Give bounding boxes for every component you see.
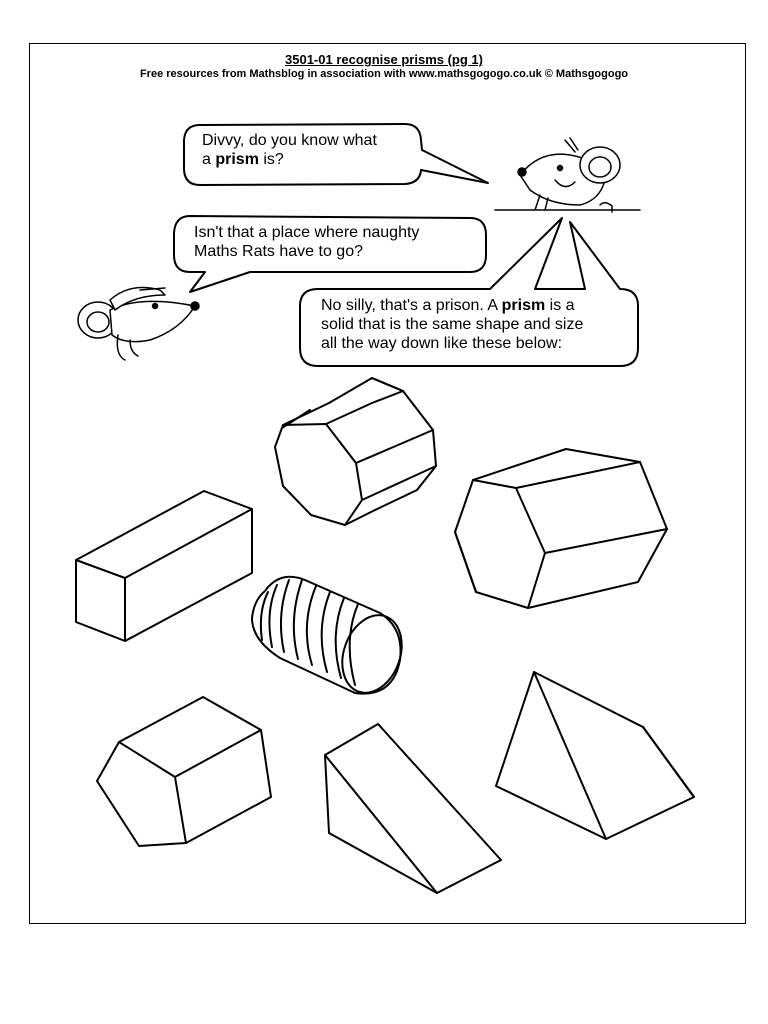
hexagonal-prism-shape — [455, 449, 667, 608]
question-text — [202, 131, 377, 169]
octagonal-prism-shape — [275, 378, 436, 525]
triangular-prism-shape — [496, 672, 694, 839]
answer-text — [321, 296, 583, 353]
reply-line1: Isn't that a place where naughty — [194, 224, 420, 241]
rat-left-icon — [78, 288, 199, 360]
triangular-wedge-shape — [325, 724, 501, 893]
question-line2: a prism is? — [202, 151, 284, 168]
answer-line3: all the way down like these below: — [321, 335, 563, 352]
page-title: 3501-01 recognise prisms (pg 1) — [285, 52, 483, 67]
rat-top-icon — [495, 138, 640, 212]
cuboid-shape — [76, 491, 252, 641]
reply-text — [194, 223, 419, 261]
question-line1: Divvy, do you know what — [202, 132, 377, 149]
reply-line2: Maths Rats have to go? — [194, 243, 363, 260]
answer-line1: No silly, that's a prison. A prism is a — [321, 297, 575, 314]
page-subtitle: Free resources from Mathsblog in association with www.mathsgogogo.co.uk © Mathsgogogo — [139, 68, 629, 80]
cylinder-shape — [252, 577, 412, 701]
pentagonal-prism-shape — [97, 697, 271, 846]
answer-line2: solid that is the same shape and size — [321, 316, 584, 333]
